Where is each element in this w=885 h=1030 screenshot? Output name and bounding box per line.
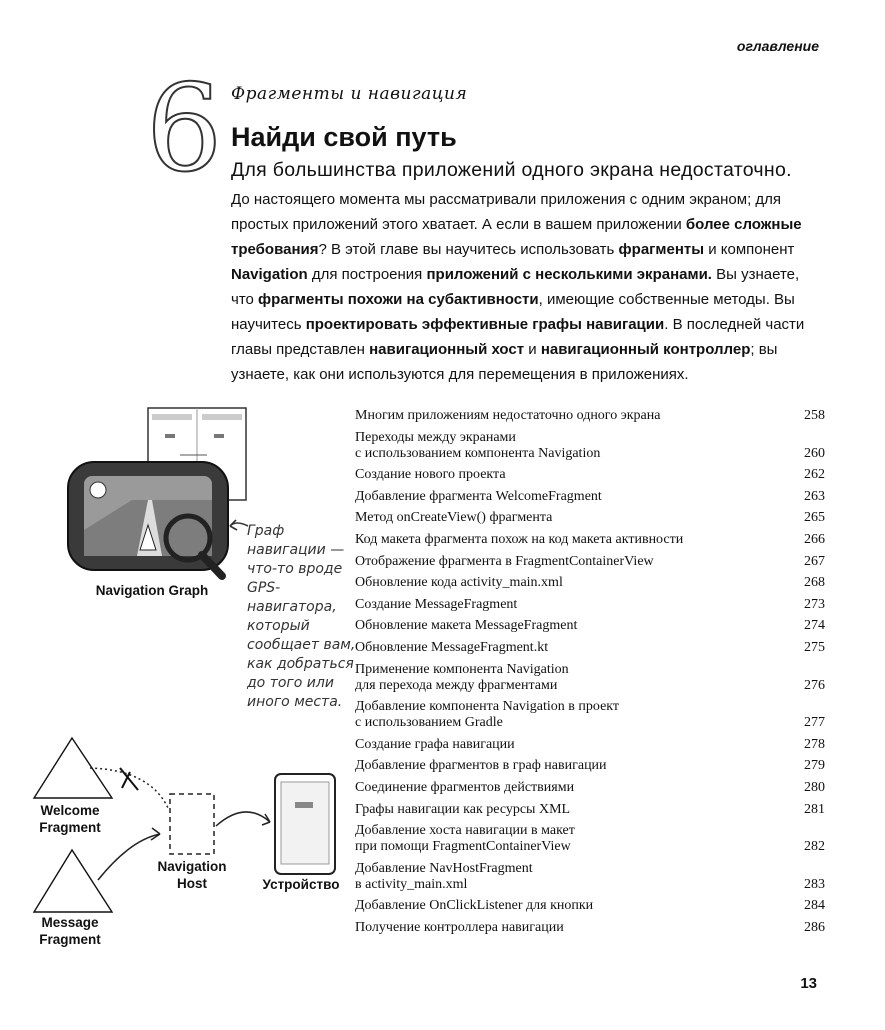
intro-emphasis: проектировать эффективные графы навигации bbox=[305, 316, 665, 333]
toc-entry-title: Создание MessageFragment bbox=[355, 596, 518, 612]
toc-entry-page: 277 bbox=[804, 715, 825, 731]
toc-entry[interactable] bbox=[355, 737, 825, 753]
intro-text: и компонент bbox=[704, 241, 795, 258]
chapter-number: 6 bbox=[146, 60, 223, 199]
toc-entry-title: Применение компонента Navigation для перехода между фрагментами bbox=[355, 661, 569, 693]
toc-entry-page: 283 bbox=[804, 876, 825, 892]
intro-text: Вы узнаете, что bbox=[231, 266, 800, 308]
intro-emphasis: навигационный хост bbox=[369, 341, 525, 358]
intro-text: . В последней части главы представлен bbox=[231, 316, 805, 358]
toc-entry-page: 275 bbox=[804, 640, 825, 655]
intro-text: и bbox=[524, 341, 541, 358]
toc-entry[interactable] bbox=[355, 489, 825, 505]
toc-entry-title: Обновление макета MessageFragment bbox=[355, 618, 578, 634]
toc-entry-page: 262 bbox=[804, 467, 825, 483]
toc-entry[interactable] bbox=[355, 575, 825, 591]
intro-text: ? В этой главе вы научитесь использовать bbox=[318, 241, 619, 258]
toc-entry-page: 260 bbox=[804, 445, 825, 461]
chapter-intro bbox=[231, 187, 821, 387]
intro-emphasis: фрагменты bbox=[618, 241, 705, 258]
toc-entry[interactable] bbox=[355, 861, 825, 893]
toc-entry-title: Добавление компонента Navigation в проект с использованием Gradle bbox=[355, 699, 620, 731]
toc-entry[interactable] bbox=[355, 780, 825, 796]
toc-entry-page: 281 bbox=[804, 801, 825, 817]
toc-entry[interactable] bbox=[355, 597, 825, 613]
toc-entry-title: Создание графа навигации bbox=[355, 736, 515, 752]
toc-entry-page: 276 bbox=[804, 677, 825, 693]
intro-text: , имеющие собственные методы. Вы научитесь bbox=[231, 291, 795, 333]
toc-entry[interactable] bbox=[355, 554, 825, 570]
toc-entry-title: Метод onCreateView() фрагмента bbox=[355, 510, 553, 526]
toc-entry-title: Многим приложениям недостаточно одного экрана bbox=[355, 408, 661, 423]
running-header: оглавление bbox=[736, 38, 819, 54]
toc-entry-page: 267 bbox=[804, 553, 825, 569]
intro-text: для построения bbox=[307, 266, 427, 283]
toc-entry-title: Обновление кода activity_main.xml bbox=[355, 575, 563, 591]
toc-entry-page: 284 bbox=[804, 898, 825, 914]
toc-entry-page: 265 bbox=[804, 510, 825, 526]
toc-entry-title: Добавление фрагмента WelcomeFragment bbox=[355, 488, 602, 504]
device-label: Устройство bbox=[262, 877, 340, 892]
welcome-fragment-label: Welcome Fragment bbox=[39, 803, 101, 835]
toc-entry-title: Соединение фрагментов действиями bbox=[355, 780, 575, 795]
toc-entry-page: 266 bbox=[804, 532, 825, 547]
chapter-kicker: Фрагменты и навигация bbox=[231, 84, 468, 104]
intro-emphasis: более сложные требования bbox=[231, 216, 802, 258]
toc-entry-page: 258 bbox=[804, 408, 825, 423]
toc-entry-page: 279 bbox=[804, 758, 825, 774]
toc-entry[interactable] bbox=[355, 898, 825, 914]
toc-entry-page: 286 bbox=[804, 920, 825, 935]
chapter-title: Найди свой путь bbox=[231, 122, 457, 152]
toc-entry-page: 274 bbox=[804, 618, 825, 634]
handwritten-note: Граф навигации — что-то вроде GPS-навигатора, который сообщает вам, как добраться до того или иного места. bbox=[247, 523, 356, 710]
toc-entry[interactable] bbox=[355, 640, 825, 656]
toc-entry-page: 282 bbox=[804, 839, 825, 855]
toc-entry-page: 273 bbox=[804, 596, 825, 612]
intro-text: До настоящего момента мы рассматривали приложения с одним экраном; для простых приложений этого хватает. А если в вашем приложении bbox=[231, 191, 782, 233]
intro-emphasis: приложений с несколькими экранами. bbox=[426, 266, 712, 283]
toc-entry-title: Отображение фрагмента в FragmentContainerView bbox=[355, 553, 654, 569]
toc-entry-title: Обновление MessageFragment.kt bbox=[355, 640, 549, 655]
toc-entry[interactable] bbox=[355, 823, 825, 855]
toc-entry-title: Получение контроллера навигации bbox=[355, 920, 564, 935]
toc-entry[interactable] bbox=[355, 758, 825, 774]
message-fragment-label: Message Fragment bbox=[39, 915, 101, 947]
toc-entry[interactable] bbox=[355, 618, 825, 634]
toc-entry-title: Код макета фрагмента похож на код макета активности bbox=[355, 532, 684, 547]
toc-entry-page: 263 bbox=[804, 488, 825, 504]
page-number: 13 bbox=[800, 975, 817, 992]
toc-entry-title: Добавление OnClickListener для кнопки bbox=[355, 898, 594, 914]
toc-entry[interactable] bbox=[355, 699, 825, 731]
toc-entry[interactable] bbox=[355, 662, 825, 694]
toc-entry[interactable] bbox=[355, 467, 825, 483]
toc-entry-title: Переходы между экранами с использованием компонента Navigation bbox=[355, 429, 601, 461]
navigation-host-label: Navigation Host bbox=[157, 859, 227, 891]
intro-emphasis: навигационный контроллер bbox=[540, 341, 751, 358]
toc-entry-title: Графы навигации как ресурсы XML bbox=[355, 801, 571, 817]
intro-emphasis: Navigation bbox=[231, 266, 308, 283]
chapter-lead: Для большинства приложений одного экрана недостаточно. bbox=[231, 159, 792, 181]
toc-entry[interactable] bbox=[355, 408, 825, 424]
toc-entry-title: Добавление фрагментов в граф навигации bbox=[355, 758, 607, 774]
toc-entry[interactable] bbox=[355, 510, 825, 526]
toc-entry[interactable] bbox=[355, 802, 825, 818]
intro-text: ; вы узнаете, как они используются для перемещения в приложениях. bbox=[231, 341, 778, 383]
toc-entry-title: Добавление хоста навигации в макет при помощи FragmentContainerView bbox=[355, 823, 575, 855]
navigation-graph-illustration bbox=[62, 400, 252, 580]
toc-entry-page: 278 bbox=[804, 736, 825, 752]
toc-entry-title: Создание нового проекта bbox=[355, 467, 506, 483]
toc-entry[interactable] bbox=[355, 920, 825, 936]
toc-entry-title: Добавление NavHostFragment в activity_main.xml bbox=[355, 860, 533, 892]
toc-entry[interactable] bbox=[355, 532, 825, 548]
intro-emphasis: фрагменты похожи на субактивности bbox=[258, 291, 539, 308]
toc-entry-page: 268 bbox=[804, 575, 825, 591]
toc-entry[interactable] bbox=[355, 430, 825, 462]
navigation-graph-label: Navigation Graph bbox=[95, 583, 209, 598]
toc-entry-page: 280 bbox=[804, 780, 825, 795]
